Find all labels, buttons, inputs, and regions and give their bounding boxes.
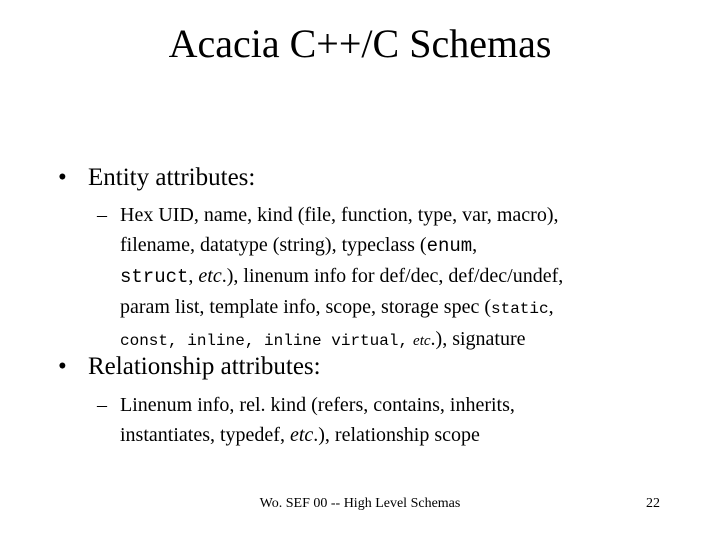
sub-bullet-marker: – — [97, 394, 107, 416]
sub-line-3 — [97, 261, 687, 292]
sub-line-1 — [97, 200, 687, 230]
sub-text: .), linenum info for def/dec, def/dec/undef, — [221, 265, 564, 287]
page-number: 22 — [646, 496, 660, 511]
sub-text: .), signature — [430, 328, 526, 350]
sub-bullet-entity-attributes — [97, 200, 687, 356]
sub-text: instantiates, typedef, — [120, 424, 285, 446]
italic-text: etc — [413, 333, 431, 349]
sub-line-4 — [97, 292, 687, 324]
code-text: const, inline, inline virtual, — [120, 332, 409, 350]
code-text: struct — [120, 266, 189, 288]
sub-text: , — [548, 296, 554, 318]
sub-text: param list, template info, scope, storage spec ( — [120, 296, 491, 318]
sub-text: filename, datatype (string), typeclass ( — [120, 234, 427, 256]
sub-line-2 — [97, 420, 687, 450]
sub-bullet-marker: – — [97, 204, 107, 226]
sub-line-2 — [97, 230, 687, 261]
sub-text: Hex UID, name, kind (file, function, type, var, macro), — [120, 204, 559, 226]
bullet-marker: • — [58, 353, 67, 380]
sub-text: , — [472, 234, 478, 256]
bullet-text: Entity attributes: — [88, 164, 256, 191]
sub-text: , — [188, 265, 199, 287]
bullet-relationship-attributes — [58, 352, 678, 382]
sub-bullet-relationship-attributes — [97, 390, 687, 450]
bullet-marker: • — [58, 164, 67, 191]
sub-text: Linenum info, rel. kind (refers, contains, inherits, — [120, 394, 515, 416]
bullet-text: Relationship attributes: — [88, 353, 321, 380]
sub-text: .), relationship scope — [313, 424, 480, 446]
bullet-entity-attributes — [58, 163, 678, 193]
code-text: static — [491, 300, 549, 318]
sub-line-1 — [97, 390, 687, 420]
italic-text: etc — [198, 265, 222, 287]
code-text: enum — [426, 235, 473, 257]
italic-text: etc — [289, 424, 314, 446]
slide-title: Acacia C++/C Schemas — [168, 21, 552, 66]
footer-title: Wo. SEF 00 -- High Level Schemas — [259, 496, 461, 511]
